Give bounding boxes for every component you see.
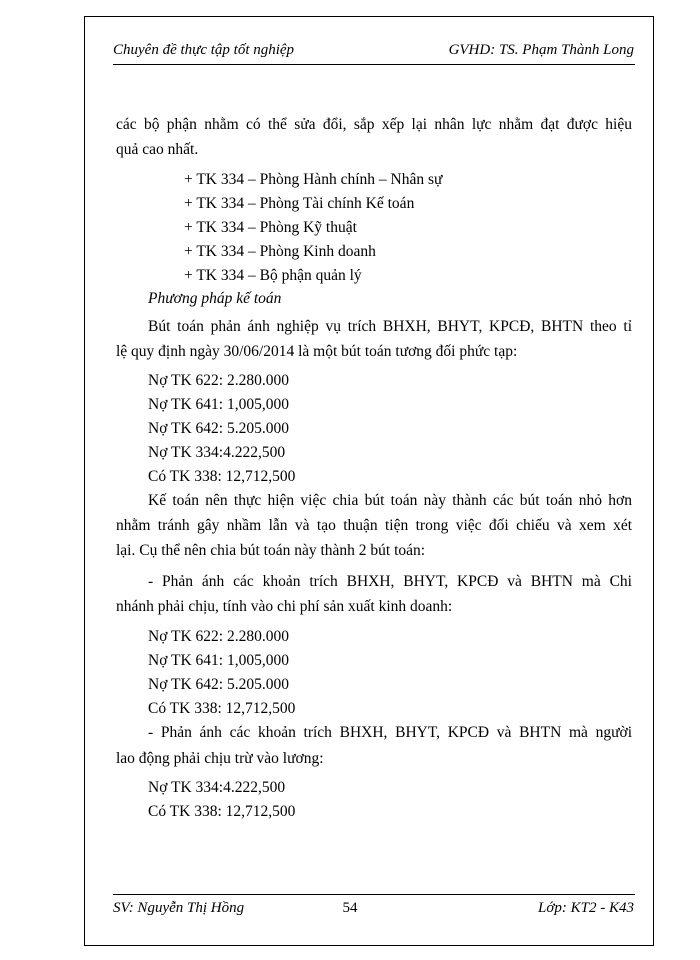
paragraph-line: các bộ phận nhằm có thể sửa đổi, sắp xếp lại nhân lực nhằm đạt được hiệu xyxy=(116,116,632,133)
journal-entry: Nợ TK 641: 1,005,000 xyxy=(148,396,289,413)
journal-entry: Nợ TK 334:4.222,500 xyxy=(148,444,286,461)
footer-divider xyxy=(113,894,635,895)
paragraph-line: nhằm tránh gây nhầm lẫn và tạo thuận tiện trong việc đối chiếu và xem xét xyxy=(116,517,632,534)
paragraph-line: quả cao nhất. xyxy=(116,141,199,158)
journal-entry: Có TK 338: 12,712,500 xyxy=(148,468,296,485)
journal-entry: Nợ TK 334:4.222,500 xyxy=(148,779,286,796)
section-heading: Phương pháp kế toán xyxy=(148,290,282,307)
footer-student: SV: Nguyễn Thị Hồng xyxy=(113,900,245,916)
bullet-line: - Phản ánh các khoản trích BHXH, BHYT, KPCĐ và BHTN mà Chi xyxy=(148,573,632,590)
list-item: + TK 334 – Phòng Hành chính – Nhân sự xyxy=(184,171,443,188)
header-divider xyxy=(113,64,635,65)
journal-entry: Có TK 338: 12,712,500 xyxy=(148,700,296,717)
journal-entry: Có TK 338: 12,712,500 xyxy=(148,803,296,820)
paragraph-line: lệ quy định ngày 30/06/2014 là một bút toán tương đối phức tạp: xyxy=(116,343,518,360)
paragraph-line: nhánh phải chịu, tính vào chi phí sản xuất kinh doanh: xyxy=(116,598,453,615)
header-title: Chuyên đề thực tập tốt nghiệp xyxy=(113,42,295,58)
paragraph-line: lại. Cụ thể nên chia bút toán này thành 2 bút toán: xyxy=(116,542,426,559)
list-item: + TK 334 – Bộ phận quản lý xyxy=(184,267,362,284)
bullet-line: - Phản ánh các khoản trích BHXH, BHYT, KPCĐ và BHTN mà người xyxy=(148,724,632,741)
page-number: 54 xyxy=(342,900,358,916)
journal-entry: Nợ TK 641: 1,005,000 xyxy=(148,652,289,669)
paragraph-line: Bút toán phản ánh nghiệp vụ trích BHXH, BHYT, KPCĐ, BHTN theo tỉ xyxy=(148,318,632,335)
list-item: + TK 334 – Phòng Tài chính Kế toán xyxy=(184,195,415,212)
journal-entry: Nợ TK 622: 2.280.000 xyxy=(148,628,289,645)
footer-class: Lớp: KT2 - K43 xyxy=(538,900,634,916)
header-advisor: GVHD: TS. Phạm Thành Long xyxy=(448,42,634,58)
journal-entry: Nợ TK 622: 2.280.000 xyxy=(148,372,289,389)
list-item: + TK 334 – Phòng Kinh doanh xyxy=(184,243,376,260)
paragraph-line: lao động phải chịu trừ vào lương: xyxy=(116,750,324,767)
list-item: + TK 334 – Phòng Kỹ thuật xyxy=(184,219,357,236)
paragraph-line: Kế toán nên thực hiện việc chia bút toán này thành các bút toán nhỏ hơn xyxy=(148,492,632,509)
journal-entry: Nợ TK 642: 5.205.000 xyxy=(148,676,289,693)
journal-entry: Nợ TK 642: 5.205.000 xyxy=(148,420,289,437)
